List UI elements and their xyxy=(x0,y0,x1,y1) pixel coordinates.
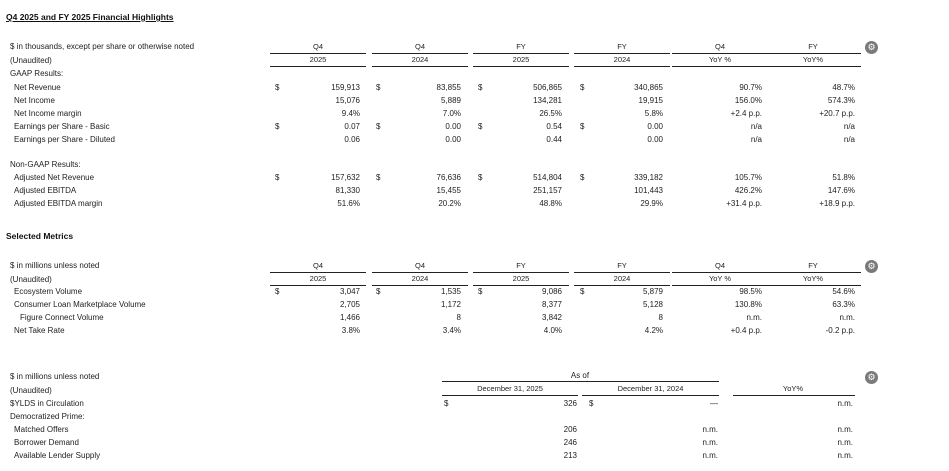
cell-value: 98.5% xyxy=(739,287,762,296)
cell-value: 574.3% xyxy=(827,96,855,105)
header-rule xyxy=(372,53,468,54)
cell-value: 8 xyxy=(456,313,461,322)
header-rule xyxy=(473,272,569,273)
cell-value: 8,377 xyxy=(541,300,562,309)
cell-value: n.m. xyxy=(837,451,853,460)
gear-icon[interactable] xyxy=(865,41,878,54)
cell-value: 9,086 xyxy=(541,287,562,296)
cell-value: 0.00 xyxy=(445,135,461,144)
column-header-top: FY xyxy=(516,42,526,51)
column-header-top: FY xyxy=(516,261,526,270)
header-rule xyxy=(270,53,366,54)
header-rule-bottom xyxy=(582,395,719,396)
cell-value: 156.0% xyxy=(734,96,762,105)
column-header-bottom: 2024 xyxy=(411,274,429,283)
cell-value: 48.7% xyxy=(832,83,855,92)
cell-value: 7.0% xyxy=(442,109,461,118)
cell-value: 76,636 xyxy=(436,173,461,182)
cell-value: 83,855 xyxy=(436,83,461,92)
header-rule-bottom xyxy=(574,66,670,67)
row-label: Matched Offers xyxy=(14,425,69,434)
header-rule xyxy=(672,272,768,273)
cell-value: -0.2 p.p. xyxy=(825,326,855,335)
header-rule-bottom xyxy=(473,66,569,67)
gear-icon[interactable] xyxy=(865,260,878,273)
cell-value: 90.7% xyxy=(739,83,762,92)
cell-value: n.m. xyxy=(839,313,855,322)
header-rule xyxy=(372,272,468,273)
currency-symbol: $ xyxy=(589,399,594,408)
header-rule-bottom xyxy=(733,395,855,396)
cell-value: 339,182 xyxy=(634,173,663,182)
column-header: YoY% xyxy=(782,384,804,393)
cell-value: 5,879 xyxy=(642,287,663,296)
cell-value: 130.8% xyxy=(734,300,762,309)
cell-value: 5,889 xyxy=(440,96,461,105)
currency-symbol: $ xyxy=(580,173,585,182)
header-rule-bottom xyxy=(442,395,578,396)
header-rule-bottom xyxy=(372,285,468,286)
column-header-bottom: 2025 xyxy=(309,274,327,283)
section-label: Non-GAAP Results: xyxy=(10,160,81,169)
units-note: $ in millions unless noted xyxy=(10,372,100,381)
cell-value: 0.54 xyxy=(546,122,562,131)
cell-value: 48.8% xyxy=(539,199,562,208)
cell-value: 3.4% xyxy=(442,326,461,335)
currency-symbol: $ xyxy=(275,83,280,92)
column-header-top: FY xyxy=(808,42,818,51)
currency-symbol: $ xyxy=(478,122,483,131)
cell-value: n/a xyxy=(843,135,855,144)
cell-value: +0.4 p.p. xyxy=(730,326,762,335)
header-rule xyxy=(765,53,861,54)
as-of-rule xyxy=(442,381,719,382)
cell-value: 251,157 xyxy=(533,186,562,195)
cell-value: 2,705 xyxy=(339,300,360,309)
cell-value: 1,466 xyxy=(339,313,360,322)
header-rule xyxy=(672,53,768,54)
header-rule xyxy=(574,53,670,54)
cell-value: 54.6% xyxy=(832,287,855,296)
currency-symbol: $ xyxy=(376,83,381,92)
cell-value: +31.4 p.p. xyxy=(726,199,762,208)
cell-value: n.m. xyxy=(702,438,718,447)
currency-symbol: $ xyxy=(444,399,449,408)
cell-value: 134,281 xyxy=(533,96,562,105)
row-label: Ecosystem Volume xyxy=(14,287,83,296)
currency-symbol: $ xyxy=(478,287,483,296)
cell-value: n.m. xyxy=(837,399,853,408)
row-label: Adjusted EBITDA xyxy=(14,186,77,195)
header-rule-bottom xyxy=(765,66,861,67)
cell-value: — xyxy=(710,399,718,408)
section-label: GAAP Results: xyxy=(10,69,64,78)
row-label: Net Take Rate xyxy=(14,326,65,335)
cell-value: 81,330 xyxy=(335,186,360,195)
cell-value: 105.7% xyxy=(734,173,762,182)
cell-value: n/a xyxy=(843,122,855,131)
row-label: Net Income xyxy=(14,96,55,105)
column-header-top: Q4 xyxy=(414,42,425,51)
header-rule-bottom xyxy=(765,285,861,286)
header-rule-bottom xyxy=(270,66,366,67)
cell-value: 0.00 xyxy=(445,122,461,131)
cell-value: 147.6% xyxy=(827,186,855,195)
row-label: Consumer Loan Marketplace Volume xyxy=(14,300,146,309)
cell-value: 0.00 xyxy=(647,122,663,131)
unaudited-note: (Unaudited) xyxy=(10,386,52,395)
cell-value: 1,535 xyxy=(440,287,461,296)
column-header: December 31, 2025 xyxy=(477,384,543,393)
cell-value: 426.2% xyxy=(734,186,762,195)
cell-value: n.m. xyxy=(746,313,762,322)
row-label: $YLDS in Circulation xyxy=(10,399,84,408)
cell-value: 4.0% xyxy=(543,326,562,335)
column-header-bottom: 2025 xyxy=(512,55,530,64)
column-header-top: FY xyxy=(617,261,627,270)
row-label: Earnings per Share - Diluted xyxy=(14,135,115,144)
column-header-bottom: 2024 xyxy=(613,55,631,64)
cell-value: 63.3% xyxy=(832,300,855,309)
column-header-top: Q4 xyxy=(312,42,323,51)
cell-value: 3.8% xyxy=(341,326,360,335)
currency-symbol: $ xyxy=(580,287,585,296)
units-note: $ in thousands, except per share or otherwise noted xyxy=(10,42,195,51)
cell-value: 19,915 xyxy=(638,96,663,105)
cell-value: n.m. xyxy=(837,438,853,447)
column-header-top: Q4 xyxy=(312,261,323,270)
column-header-bottom: YoY% xyxy=(802,274,824,283)
selected-metrics-title: Selected Metrics xyxy=(6,231,74,241)
cell-value: 157,632 xyxy=(331,173,360,182)
cell-value: 51.8% xyxy=(832,173,855,182)
header-rule-bottom xyxy=(574,285,670,286)
cell-value: 3,047 xyxy=(339,287,360,296)
cell-value: 26.5% xyxy=(539,109,562,118)
cell-value: n/a xyxy=(750,135,762,144)
cell-value: 206 xyxy=(563,425,577,434)
header-rule-bottom xyxy=(270,285,366,286)
row-label: Adjusted Net Revenue xyxy=(14,173,95,182)
header-rule xyxy=(473,53,569,54)
column-header-bottom: 2024 xyxy=(613,274,631,283)
column-header-bottom: 2025 xyxy=(309,55,327,64)
header-rule-bottom xyxy=(372,66,468,67)
cell-value: 9.4% xyxy=(341,109,360,118)
cell-value: 15,076 xyxy=(335,96,360,105)
gear-icon-glyph: ⚙ xyxy=(867,261,876,271)
column-header-top: Q4 xyxy=(414,261,425,270)
currency-symbol: $ xyxy=(376,122,381,131)
cell-value: +2.4 p.p. xyxy=(730,109,762,118)
cell-value: n.m. xyxy=(702,425,718,434)
cell-value: 213 xyxy=(563,451,577,460)
column-header-bottom: YoY % xyxy=(708,55,732,64)
cell-value: 159,913 xyxy=(331,83,360,92)
cell-value: 0.44 xyxy=(546,135,562,144)
cell-value: 29.9% xyxy=(640,199,663,208)
header-rule-bottom xyxy=(473,285,569,286)
cell-value: 51.6% xyxy=(337,199,360,208)
cell-value: 5.8% xyxy=(644,109,663,118)
column-header-bottom: YoY% xyxy=(802,55,824,64)
column-header-top: FY xyxy=(617,42,627,51)
header-rule xyxy=(270,272,366,273)
row-label: Borrower Demand xyxy=(14,438,79,447)
cell-value: +20.7 p.p. xyxy=(819,109,855,118)
row-label: Figure Connect Volume xyxy=(20,313,104,322)
row-label: Net Revenue xyxy=(14,83,61,92)
header-rule xyxy=(574,272,670,273)
gear-icon[interactable] xyxy=(865,371,878,384)
cell-value: 3,842 xyxy=(541,313,562,322)
header-rule-bottom xyxy=(672,66,768,67)
row-label: Earnings per Share - Basic xyxy=(14,122,110,131)
column-header-bottom: YoY % xyxy=(708,274,732,283)
gear-icon-glyph: ⚙ xyxy=(867,372,876,382)
column-header-top: FY xyxy=(808,261,818,270)
column-header-bottom: 2024 xyxy=(411,55,429,64)
cell-value: n.m. xyxy=(702,451,718,460)
units-note: $ in millions unless noted xyxy=(10,261,100,270)
header-rule-bottom xyxy=(672,285,768,286)
cell-value: 20.2% xyxy=(438,199,461,208)
currency-symbol: $ xyxy=(580,83,585,92)
currency-symbol: $ xyxy=(275,287,280,296)
cell-value: 326 xyxy=(563,399,577,408)
as-of-label: As of xyxy=(570,371,590,380)
cell-value: n.m. xyxy=(837,425,853,434)
header-rule xyxy=(765,272,861,273)
column-header-bottom: 2025 xyxy=(512,274,530,283)
column-header: December 31, 2024 xyxy=(617,384,684,393)
cell-value: 506,865 xyxy=(533,83,562,92)
column-header-top: Q4 xyxy=(714,42,725,51)
currency-symbol: $ xyxy=(478,83,483,92)
cell-value: 4.2% xyxy=(644,326,663,335)
currency-symbol: $ xyxy=(580,122,585,131)
cell-value: 514,804 xyxy=(533,173,562,182)
row-label: Available Lender Supply xyxy=(14,451,101,460)
unaudited-note: (Unaudited) xyxy=(10,275,52,284)
cell-value: 8 xyxy=(658,313,663,322)
page-title: Q4 2025 and FY 2025 Financial Highlights xyxy=(6,12,174,22)
currency-symbol: $ xyxy=(478,173,483,182)
unaudited-note: (Unaudited) xyxy=(10,56,52,65)
currency-symbol: $ xyxy=(275,173,280,182)
cell-value: 15,455 xyxy=(436,186,461,195)
cell-value: 101,443 xyxy=(634,186,663,195)
cell-value: 246 xyxy=(563,438,577,447)
cell-value: 0.06 xyxy=(344,135,360,144)
cell-value: 1,172 xyxy=(440,300,461,309)
cell-value: n/a xyxy=(750,122,762,131)
currency-symbol: $ xyxy=(376,173,381,182)
cell-value: 0.00 xyxy=(647,135,663,144)
currency-symbol: $ xyxy=(275,122,280,131)
gear-icon-glyph: ⚙ xyxy=(867,42,876,52)
cell-value: +18.9 p.p. xyxy=(819,199,855,208)
row-label: Democratized Prime: xyxy=(10,412,85,421)
cell-value: 0.07 xyxy=(344,122,360,131)
row-label: Adjusted EBITDA margin xyxy=(14,199,103,208)
currency-symbol: $ xyxy=(376,287,381,296)
row-label: Net Income margin xyxy=(14,109,82,118)
cell-value: 5,128 xyxy=(642,300,663,309)
column-header-top: Q4 xyxy=(714,261,725,270)
cell-value: 340,865 xyxy=(634,83,663,92)
